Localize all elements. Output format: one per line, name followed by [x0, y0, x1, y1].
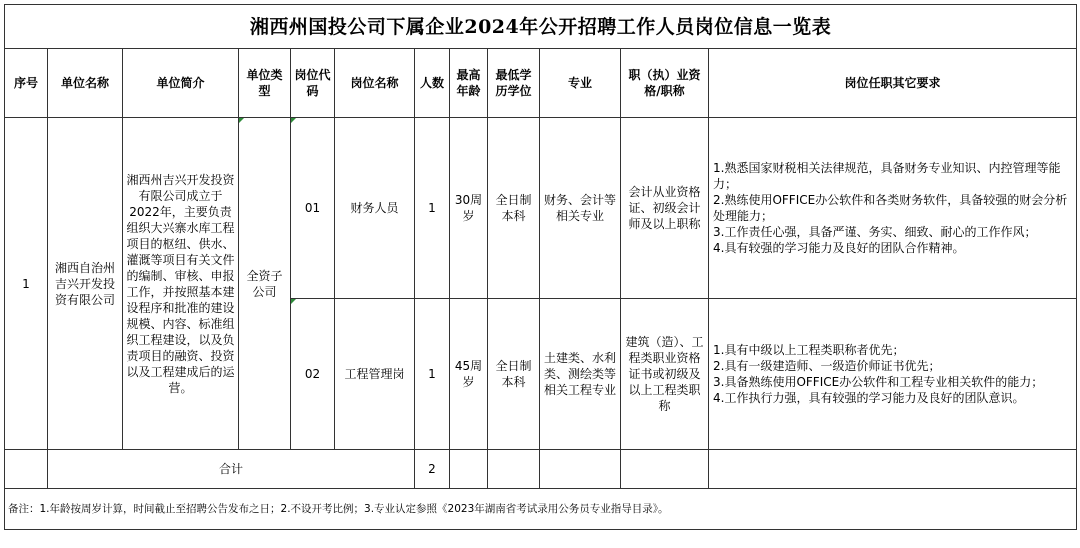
header-major: 专业 [540, 49, 621, 118]
position-code-cell: 01 [291, 118, 335, 299]
total-empty-cell [450, 450, 488, 489]
requirement-item: 3.工作责任心强，具备严谨、务实、细致、耐心的工作作风； [713, 225, 1037, 239]
header-requirements: 岗位任职其它要求 [709, 49, 1077, 118]
total-empty-cell [5, 450, 48, 489]
requirement-item: 1.熟悉国家财税相关法律规范，具备财务专业知识、内控管理等能力； [713, 161, 1061, 191]
requirement-item: 2.熟练使用OFFICE办公软件和各类财务软件，具备较强的财会分析处理能力； [713, 193, 1068, 223]
position-name-cell: 工程管理岗 [335, 299, 415, 450]
header-unit-type: 单位类型 [239, 49, 291, 118]
unit-name-cell: 湘西自治州吉兴开发投资有限公司 [48, 118, 123, 450]
seq-cell: 1 [5, 118, 48, 450]
unit-type-cell: 全资子公司 [239, 118, 291, 450]
requirement-item: 3.具备熟练使用OFFICE办公软件和工程专业相关软件的能力； [713, 375, 1044, 389]
header-position-name: 岗位名称 [335, 49, 415, 118]
unit-intro-cell: 湘西州吉兴开发投资有限公司成立于2022年，主要负责组织大兴寨水库工程项目的枢纽、供水、灌溉等项目有关文件的编制、审核、申报工作，并按照基本建设程序和批准的建设规模、内容、标准组织工程建设，以及负责项目的融资、投资以及工程建成后的运营。 [123, 118, 239, 450]
qualification-cell: 会计从业资格证、初级会计师及以上职称 [621, 118, 709, 299]
requirements-cell [709, 299, 1077, 450]
note-row [5, 489, 1077, 530]
requirement-item: 2.具有一级建造师、一级造价师证书优先； [713, 359, 941, 373]
header-education: 最低学历学位 [488, 49, 540, 118]
total-label-cell: 合计 [48, 450, 415, 489]
max-age-cell: 45周岁 [450, 299, 488, 450]
header-unit-name: 单位名称 [48, 49, 123, 118]
table-title: 湘西州国投公司下属企业2024年公开招聘工作人员岗位信息一览表 [5, 5, 1077, 49]
requirements-cell [709, 118, 1077, 299]
header-seq: 序号 [5, 49, 48, 118]
count-cell: 1 [415, 118, 450, 299]
qualification-cell: 建筑（造）、工程类职业资格证书或初级及以上工程类职称 [621, 299, 709, 450]
education-cell: 全日制本科 [488, 299, 540, 450]
position-code-cell: 02 [291, 299, 335, 450]
max-age-cell: 30周岁 [450, 118, 488, 299]
recruitment-table-sheet [4, 4, 1076, 530]
header-qualification: 职（执）业资格/职称 [621, 49, 709, 118]
table-note: 备注：1.年龄按周岁计算，时间截止至招聘公告发布之日；2.不设开考比例；3.专业认定参照《2023年湖南省考试录用公务员专业指导目录》。 [5, 489, 1077, 530]
requirement-item: 4.具有较强的学习能力及良好的团队合作精神。 [713, 241, 965, 255]
total-empty-cell [621, 450, 709, 489]
requirement-item: 4.工作执行力强，具有较强的学习能力及良好的团队意识。 [713, 391, 1025, 405]
count-cell: 1 [415, 299, 450, 450]
total-count-cell: 2 [415, 450, 450, 489]
major-cell: 土建类、水利类、测绘类等相关工程专业 [540, 299, 621, 450]
header-row [5, 49, 1077, 118]
position-name-cell: 财务人员 [335, 118, 415, 299]
total-empty-cell [709, 450, 1077, 489]
requirement-item: 1.具有中级以上工程类职称者优先； [713, 343, 905, 357]
header-position-code: 岗位代码 [291, 49, 335, 118]
recruitment-table [4, 4, 1077, 530]
header-unit-intro: 单位简介 [123, 49, 239, 118]
table-row [5, 118, 1077, 299]
total-row [5, 450, 1077, 489]
header-max-age: 最高年龄 [450, 49, 488, 118]
education-cell: 全日制本科 [488, 118, 540, 299]
header-count: 人数 [415, 49, 450, 118]
major-cell: 财务、会计等相关专业 [540, 118, 621, 299]
total-empty-cell [488, 450, 540, 489]
total-empty-cell [540, 450, 621, 489]
